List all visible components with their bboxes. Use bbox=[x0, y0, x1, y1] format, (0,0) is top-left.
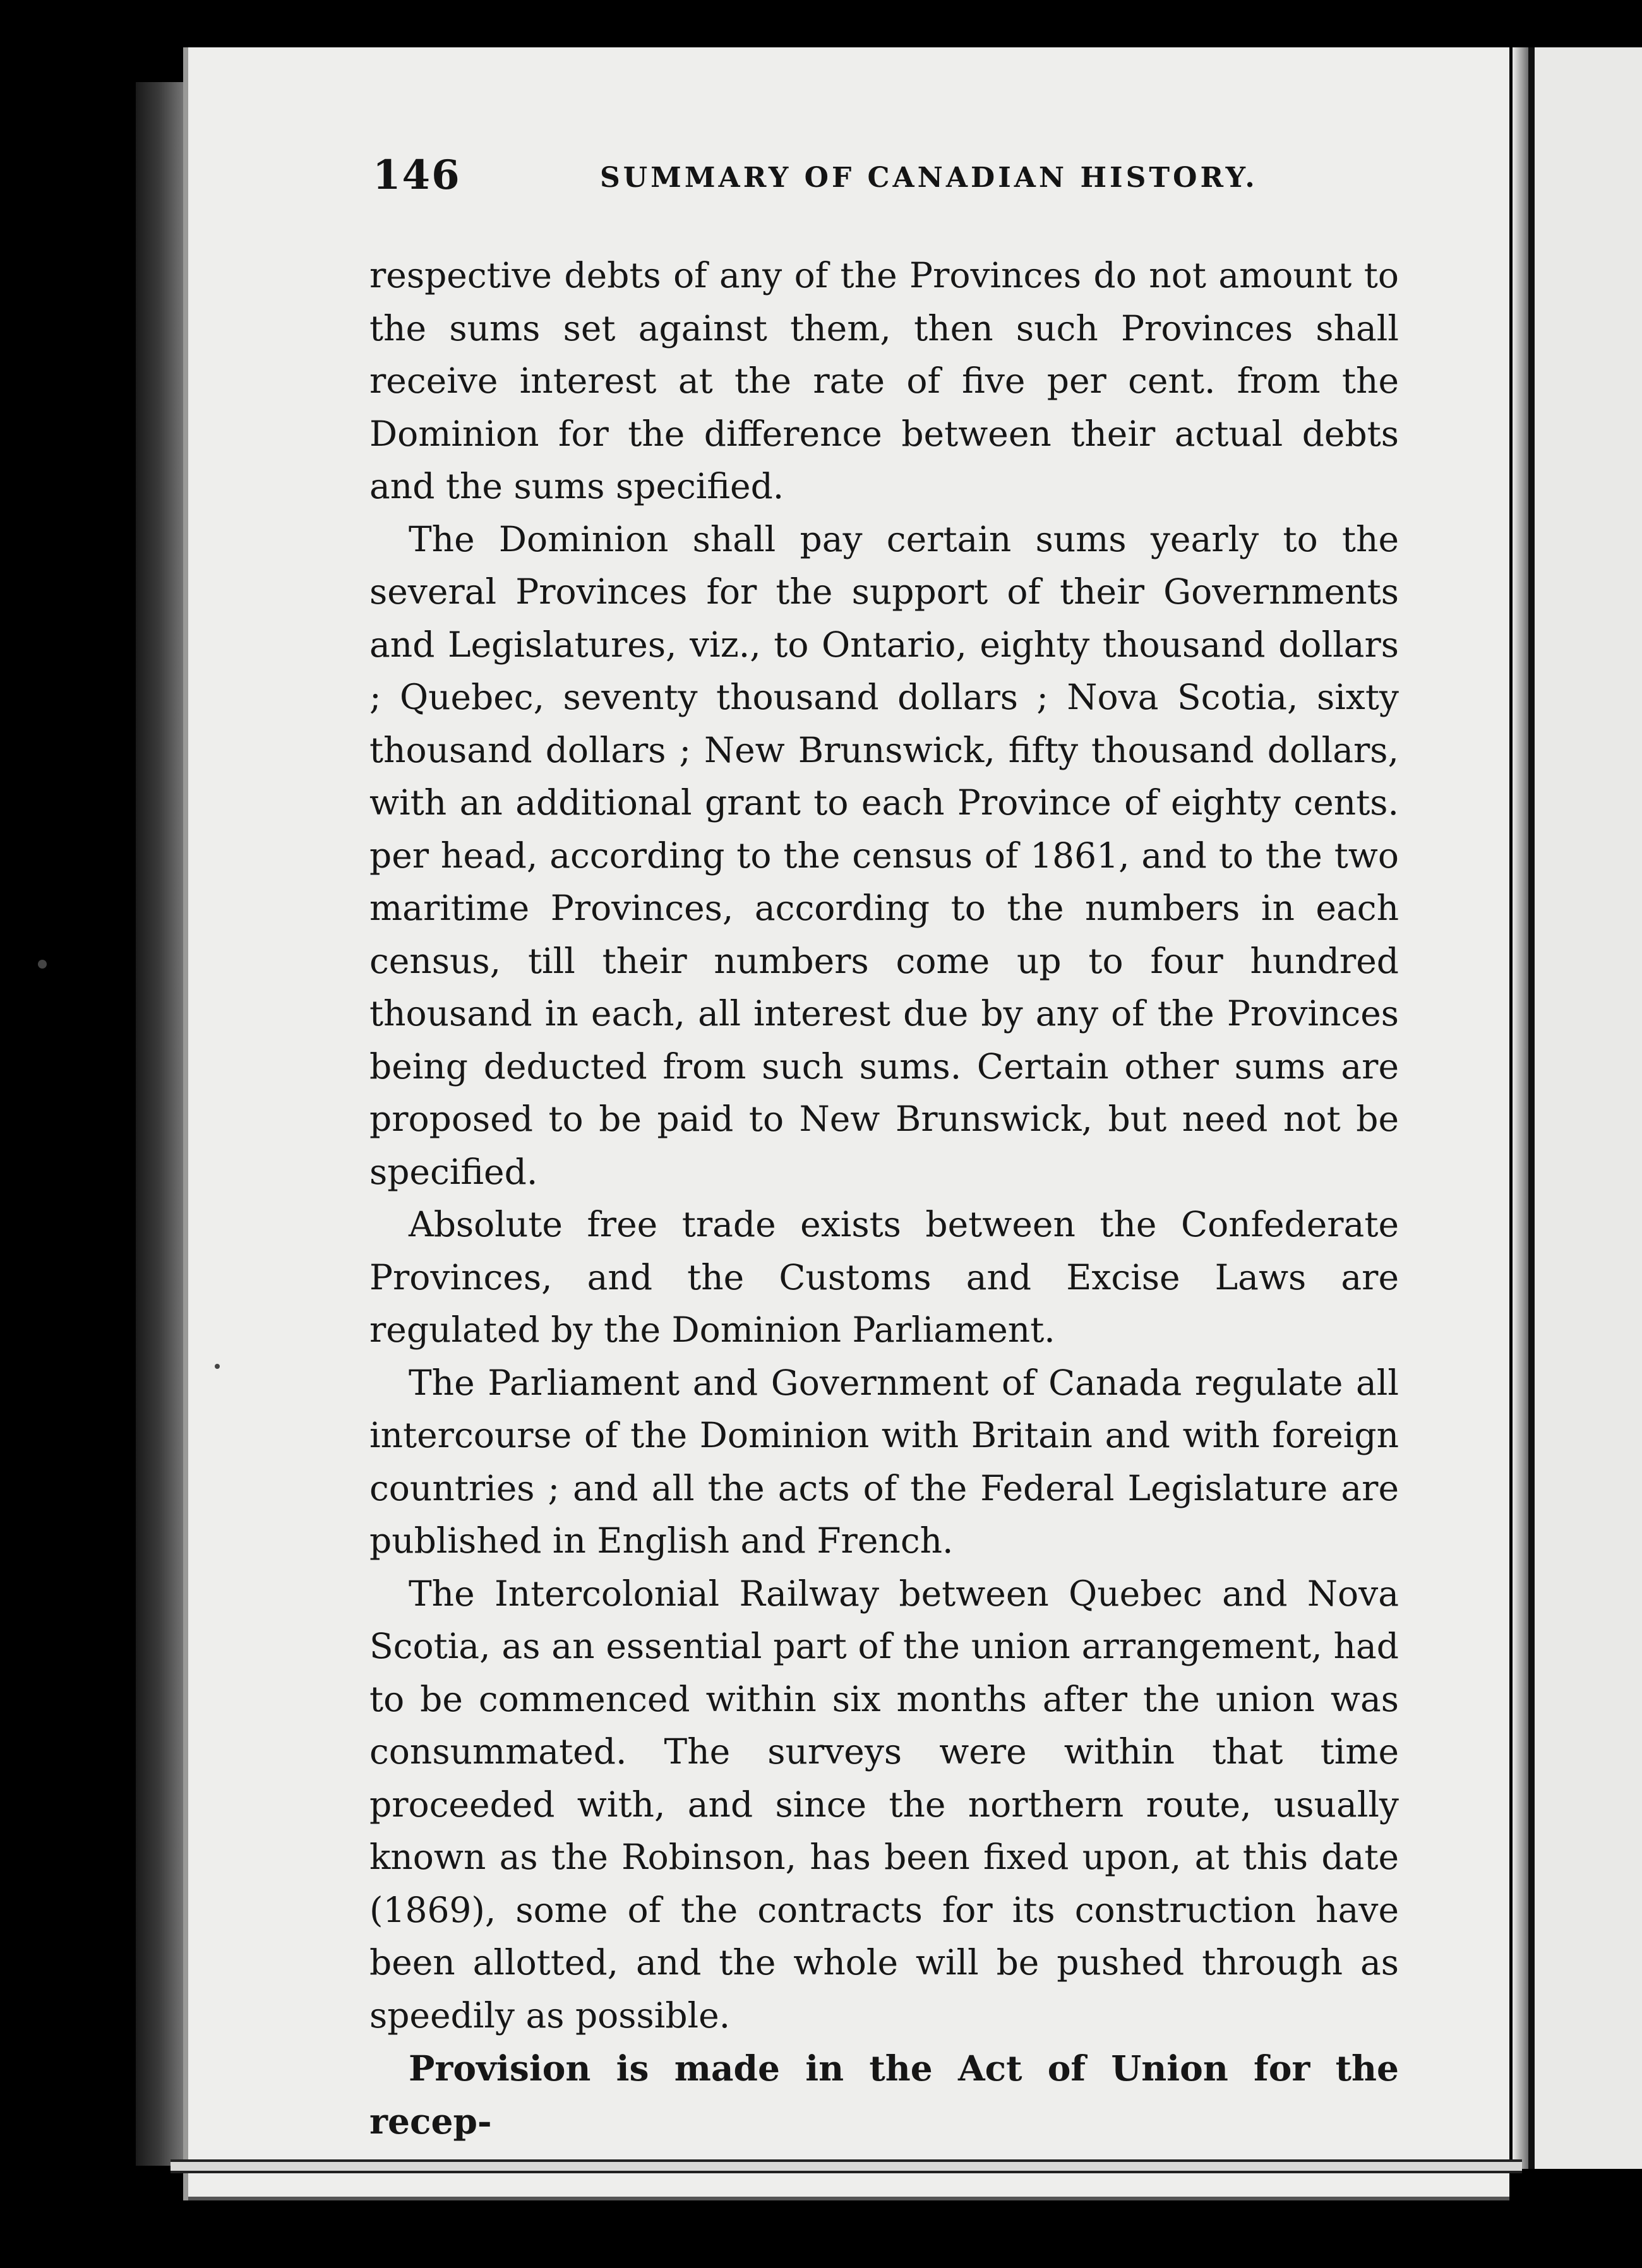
page-bottom-edge bbox=[171, 2159, 1522, 2173]
paragraph: The Intercolonial Railway between Quebec and Nova Scotia, as an essential part of the union arrangement, had to be commenced within six months after the union was consummated. The surveys were within that time proceeded with, and since the northern route, usually known as the Robinson, has been fixed upon, at this date (1869), some of the contracts for its construction have been allotted, and the whole will be pushed through as speedily as possible. bbox=[369, 1573, 1399, 2036]
paragraph: The Dominion shall pay certain sums yearly to the several Provinces for the support of their Governments and Legislatures, viz., to Ontario, eighty thousand dollars ; Quebec, seventy thousand dollars ; Nova Scotia, sixty thousand dollars ; New Brunswick, fifty thousand dollars, with an additional grant to each Province of eighty cents. per head, according to the census of 1861, and to the two maritime Provinces, according to the numbers in each census, till their numbers come up to four hundred thousand in each, all interest due by any of the Provinces being deducted from such sums. Certain other sums are proposed to be paid to New Brunswick, but need not be specified. bbox=[369, 518, 1399, 1192]
paragraph: The Parliament and Government of Canada regulate all intercourse of the Dominion with Britain and with foreign countries ; and all the acts of the Federal Legislature are published in English and French. bbox=[369, 1362, 1399, 1561]
margin-speck bbox=[215, 1364, 220, 1369]
paragraph: respective debts of any of the Provinces do not amount to the sums set against them, then such Provinces shall receive interest at the rate of five per cent. from the Dominion for the difference between their actual debts and the sums specified. bbox=[369, 255, 1399, 506]
running-head-title: SUMMARY OF CANADIAN HISTORY. bbox=[600, 162, 1258, 194]
running-head bbox=[373, 152, 1459, 208]
paragraph: Provision is made in the Act of Union for the recep- bbox=[369, 2048, 1399, 2142]
margin-speck bbox=[38, 960, 47, 969]
adjacent-page-edge bbox=[1528, 47, 1642, 2169]
paragraph: Absolute free trade exists between the Confederate Provinces, and the Customs and Excise Laws are regulated by the Dominion Parliament. bbox=[369, 1204, 1399, 1350]
page-number: 146 bbox=[373, 152, 461, 199]
body-text bbox=[369, 249, 1399, 2147]
